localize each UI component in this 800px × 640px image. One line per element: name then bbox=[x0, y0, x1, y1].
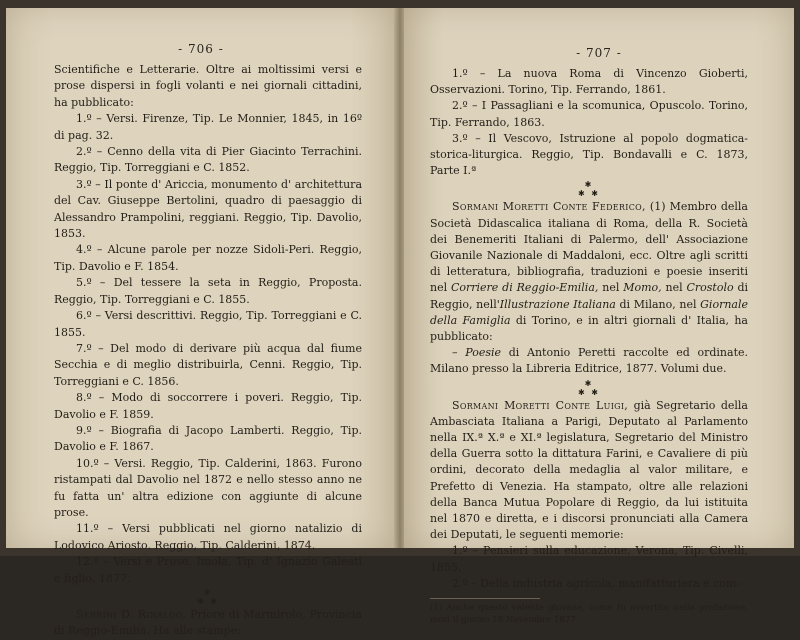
list-item: 1.º – La nuova Roma di Vincenzo Gioberti, Osservazioni. Torino, Tip. Ferrando, 1861. bbox=[430, 67, 748, 97]
page-number-left: - 706 - bbox=[178, 42, 224, 56]
footnote: (1) Anche questo valente giovane, come fu avvertito nella prefazione, morì il giorno 18 Novembre 1877. bbox=[430, 603, 748, 626]
list-item: 7.º – Del modo di derivare più acqua dal fiume Secchia e di meglio distribuirla, Cenni. Reggio, Tip. Torreggiani e C. 1856. bbox=[54, 341, 362, 388]
list-item bbox=[430, 345, 748, 377]
entry-text: Priore di Marmirolo, Provincia di Reggio-Emilia. Ha alle stampe: bbox=[54, 608, 362, 638]
dash: – bbox=[452, 346, 466, 360]
list-item: 11.º – Versi pubblicati nel giorno natalizio di Lodovico Ariosto. Reggio, Tip. Calderini, 1874. bbox=[54, 522, 362, 552]
footnote-rule bbox=[430, 598, 540, 599]
list-item: 12.º – Versi e Prose. Imola, Tip. d' Ignazio Galeati e figlio, 1877. bbox=[54, 555, 362, 585]
list-item: 4.º – Alcune parole per nozze Sidoli-Peri. Reggio, Tip. Davolio e F. 1854. bbox=[54, 243, 362, 273]
entry-text: già Segretario della Ambasciata Italiana a Parigi, Deputato al Parlamento nella IX.ª X.ª e XI.ª legislatura, Segretario del Ministro della Guerra sotto la dittatura Farini, e Cavaliere di più ordini, decorato della medaglia al valor militare, e Prefetto di Venezia. Ha stampato, oltre alle relazioni della Banca Mutua Popolare di Reggio, da lui istituita nel 1870 e diretta, e i discorsi pronunciati alla Camera dei Deputati, le seguenti memorie: bbox=[430, 398, 748, 542]
paragraph: Scientifiche e Letterarie. Oltre ai moltissimi versi e prose dispersi in fogli volanti e nei giornali cittadini, ha pubblicato: bbox=[54, 63, 362, 109]
list-item: 1.º – Versi. Firenze, Tip. Le Monnier, 1845, in 16º di pag. 32. bbox=[54, 112, 362, 142]
ornament-asterism: ✱ ✱ ✱ bbox=[578, 180, 600, 199]
entry-paragraph bbox=[430, 398, 748, 544]
left-page bbox=[6, 8, 396, 638]
right-page bbox=[404, 8, 794, 626]
work-title: Poesie bbox=[465, 346, 501, 360]
entry-text: di Torino, e in altri giornali d' Italia, ha pubblicato: bbox=[430, 313, 748, 344]
list-item: 8.º – Modo di soccorrere i poveri. Reggio, Tip. Davolio e F. 1859. bbox=[54, 391, 362, 421]
periodical-title: Giornale della Famiglia bbox=[430, 297, 748, 327]
entry-name: Sormani Moretti Conte Luigi, bbox=[452, 398, 629, 412]
ornament-asterism: ✱ ✱ ✱ bbox=[197, 588, 219, 606]
periodical-title: Momo, bbox=[623, 281, 662, 295]
list-item: 10.º – Versi. Reggio, Tip. Calderini, 1863. Furono ristampati dal Davolio nel 1872 e nello stesso anno ne fu fatta un' altra edizione con aggiunte di alcune prose. bbox=[54, 456, 362, 519]
list-item: 2.º – Cenno della vita di Pier Giacinto Terrachini. Reggio, Tip. Torreggiani e C. 1852. bbox=[54, 145, 362, 175]
periodical-title: Crostolo bbox=[686, 281, 734, 295]
periodical-title: Corriere di Reggio-Emilia, bbox=[450, 281, 599, 295]
ornament-asterism: ✱ ✱ ✱ bbox=[578, 378, 600, 397]
entry-text: nel bbox=[661, 281, 687, 295]
list-item: 5.º – Del tessere la seta in Reggio, Proposta. Reggio, Tip. Torreggiani e C. 1855. bbox=[54, 276, 362, 306]
entry-text: di Reggio, nell' bbox=[430, 281, 749, 311]
entry-text: di Milano, nel bbox=[615, 297, 701, 311]
entry-paragraph bbox=[54, 607, 362, 640]
list-item: 3.º – Il Vescovo, Istruzione al popolo dogmatica-storica-liturgica. Reggio, Tip. Bondavalli e C. 1873, Parte I.ª bbox=[430, 131, 748, 178]
entry-text: nel bbox=[598, 281, 624, 295]
entry-name: Sormani Moretti Conte Federico, bbox=[452, 200, 646, 214]
list-item: 1.º – Pensieri sulla educazione, Verona, Tip. Civelli, 1855. bbox=[430, 544, 748, 574]
list-item: 2.º – Della industria agricola, manifatturiera e com- bbox=[452, 576, 741, 590]
entry-paragraph bbox=[430, 199, 748, 345]
entry-text: di Antonio Peretti raccolte ed ordinate. Milano presso la Libreria Editrice, 1877. Volumi due. bbox=[430, 346, 749, 376]
periodical-title: Illustrazione Italiana bbox=[499, 297, 616, 311]
list-item: 9.º – Biografia di Jacopo Lamberti. Reggio, Tip. Davolio e F. 1867. bbox=[54, 423, 362, 454]
list-item: 3.º – Il ponte d' Ariccia, monumento d' architettura del Cav. Giuseppe Bertolini, quadro di paesaggio di Alessandro Prampolini, reggiani. Reggio, Tip. Davolio, 1853. bbox=[54, 177, 362, 241]
right-page-text bbox=[430, 66, 748, 626]
entry-name: Serrini D. Rinaldo, bbox=[76, 608, 187, 621]
entry-text: (1) Membro della Società Didascalica italiana di Roma, della R. Società dei Benemeriti Italiani di Palermo, dell' Associazione Giovanile Nazionale di Maddaloni, ecc. Oltre agli scritti di letteratura, bibliografia, traduzioni e poesie inseriti nel bbox=[430, 200, 748, 295]
page-number-right: - 707 - bbox=[576, 46, 622, 60]
left-page-text bbox=[54, 62, 362, 640]
list-item: 6.º – Versi descrittivi. Reggio, Tip. Torreggiani e C. 1855. bbox=[54, 309, 362, 339]
list-item: 2.º – I Passagliani e la scomunica, Opuscolo. Torino, Tip. Ferrando, 1863. bbox=[430, 99, 748, 129]
